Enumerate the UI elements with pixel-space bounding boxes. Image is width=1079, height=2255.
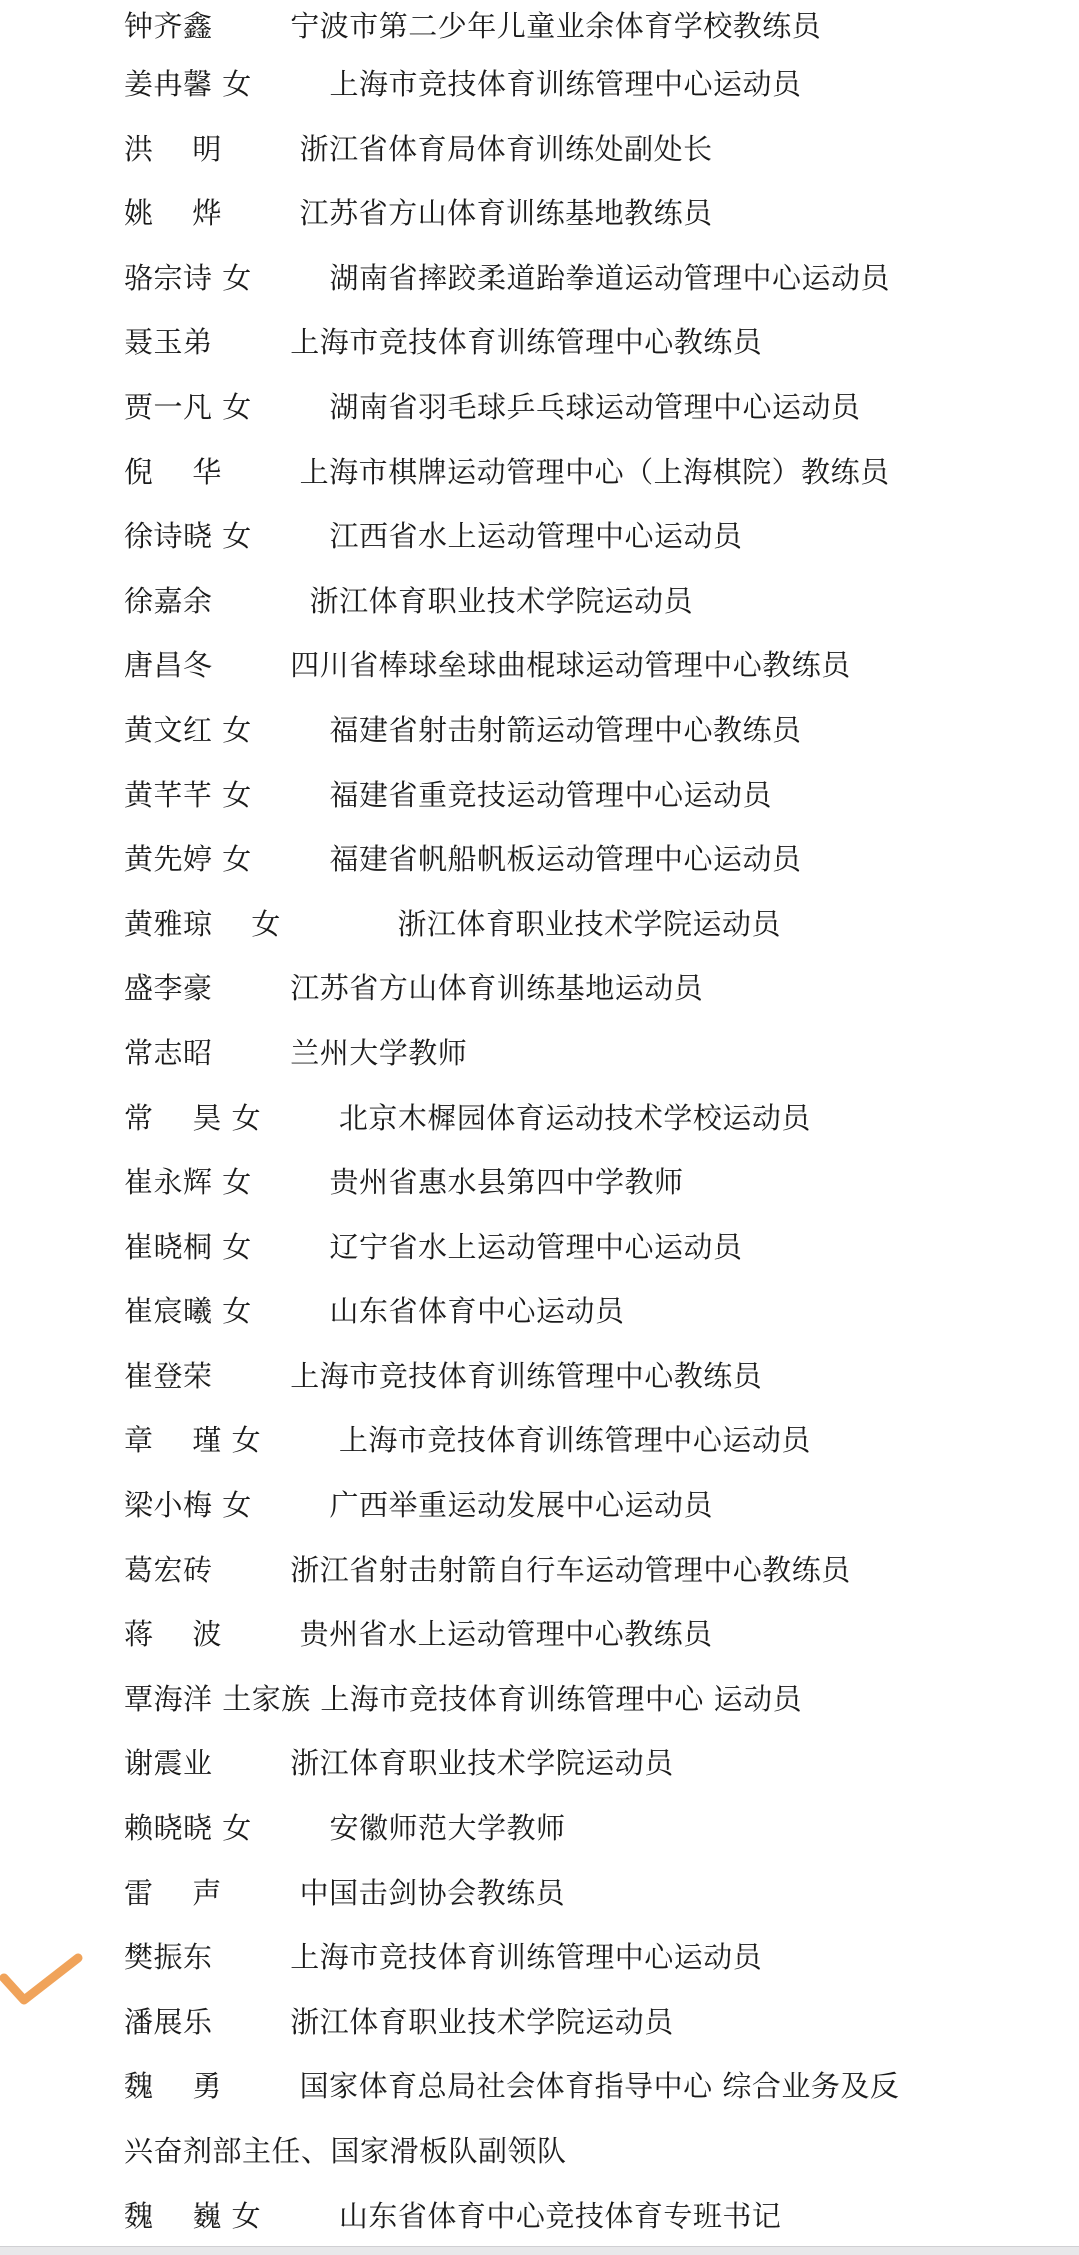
list-item: 黄雅琼 女 浙江体育职业技术学院运动员 bbox=[124, 906, 781, 941]
list-item: 樊振东 上海市竞技体育训练管理中心运动员 bbox=[124, 1940, 763, 1975]
list-item: 钟齐鑫 宁波市第二少年儿童业余体育学校教练员 bbox=[124, 9, 822, 43]
list-item: 蒋 波 贵州省水上运动管理中心教练员 bbox=[124, 1617, 713, 1652]
list-item: 倪 华 上海市棋牌运动管理中心（上海棋院）教练员 bbox=[124, 454, 890, 489]
list-item: 盛李豪 江苏省方山体育训练基地运动员 bbox=[124, 971, 704, 1006]
list-item: 梁小梅 女 广西举重运动发展中心运动员 bbox=[124, 1488, 713, 1523]
list-item: 崔宸曦 女 山东省体育中心运动员 bbox=[124, 1294, 625, 1329]
list-item: 崔登荣 上海市竞技体育训练管理中心教练员 bbox=[124, 1358, 763, 1393]
list-item: 常 昊 女 北京木樨园体育运动技术学校运动员 bbox=[124, 1100, 811, 1135]
list-item: 徐嘉余 浙江体育职业技术学院运动员 bbox=[124, 583, 694, 618]
list-item: 潘展乐 浙江体育职业技术学院运动员 bbox=[124, 2004, 674, 2039]
list-item: 徐诗晓 女 江西省水上运动管理中心运动员 bbox=[124, 519, 743, 554]
list-item: 崔晓桐 女 辽宁省水上运动管理中心运动员 bbox=[124, 1229, 743, 1264]
list-item: 兴奋剂部主任、国家滑板队副领队 bbox=[124, 2134, 567, 2168]
list-item: 魏 勇 国家体育总局社会体育指导中心 综合业务及反 bbox=[124, 2069, 900, 2104]
list-item: 覃海洋 土家族 上海市竞技体育训练管理中心 运动员 bbox=[124, 1681, 803, 1716]
list-item: 姜冉馨 女 上海市竞技体育训练管理中心运动员 bbox=[124, 67, 802, 101]
list-item: 谢震业 浙江体育职业技术学院运动员 bbox=[124, 1746, 674, 1781]
list-item: 贾一凡 女 湖南省羽毛球乒乓球运动管理中心运动员 bbox=[124, 389, 861, 424]
list-item: 黄文红 女 福建省射击射箭运动管理中心教练员 bbox=[124, 712, 802, 747]
list-item: 黄芊芊 女 福建省重竞技运动管理中心运动员 bbox=[124, 777, 772, 812]
list-item: 葛宏砖 浙江省射击射箭自行车运动管理中心教练员 bbox=[124, 1552, 851, 1587]
name-list bbox=[124, 0, 1064, 2252]
list-item: 雷 声 中国击剑协会教练员 bbox=[124, 1875, 566, 1910]
list-item: 骆宗诗 女 湖南省摔跤柔道跆拳道运动管理中心运动员 bbox=[124, 260, 890, 295]
list-item: 常志昭 兰州大学教师 bbox=[124, 1035, 468, 1070]
list-item: 章 瑾 女 上海市竞技体育训练管理中心运动员 bbox=[124, 1423, 811, 1458]
list-item: 赖晓晓 女 安徽师范大学教师 bbox=[124, 1811, 566, 1846]
list-item: 崔永辉 女 贵州省惠水县第四中学教师 bbox=[124, 1165, 684, 1200]
list-item: 魏 巍 女 山东省体育中心竞技体育专班书记 bbox=[124, 2198, 782, 2233]
list-item: 聂玉弟 上海市竞技体育训练管理中心教练员 bbox=[124, 325, 763, 360]
list-item: 唐昌冬 四川省棒球垒球曲棍球运动管理中心教练员 bbox=[124, 648, 851, 683]
list-item: 姚 烨 江苏省方山体育训练基地教练员 bbox=[124, 196, 713, 231]
checkmark-icon bbox=[0, 1950, 90, 2020]
list-item: 黄先婷 女 福建省帆船帆板运动管理中心运动员 bbox=[124, 842, 802, 877]
page-bottom-edge bbox=[0, 2246, 1079, 2255]
list-item: 洪 明 浙江省体育局体育训练处副处长 bbox=[124, 131, 713, 166]
